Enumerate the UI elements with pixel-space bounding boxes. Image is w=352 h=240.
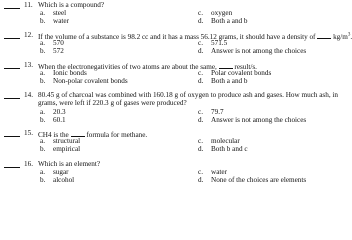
question-number: 14.	[24, 91, 33, 99]
question-number: 12.	[24, 31, 33, 39]
question-stem: If the volume of a substance is 98.2 cc and it has a mass 56.12 grams, it should have a density of $kg/m^3$.	[38, 32, 352, 41]
question-number: 13.	[24, 61, 33, 69]
question-stem-line-2: grams, were left if 220.3 g of gases were produced?	[38, 99, 187, 107]
fill-in-blank[interactable]	[317, 32, 331, 39]
answer-blank[interactable]	[4, 2, 20, 9]
answer-blank[interactable]	[4, 32, 20, 39]
question-number: 15.	[24, 129, 33, 137]
question-number: 16.	[24, 160, 33, 168]
question-stem-line-1: 80.45 g of charcoal was combined with 160.18 g of oxygen to produce ash and gases. How much ash, in	[38, 91, 339, 99]
answer-blank[interactable]	[4, 92, 20, 99]
question-stem: When the electronegativities of two atoms are about the same, result/s.	[38, 63, 257, 71]
question-number: 11.	[24, 1, 33, 9]
answer-blank[interactable]	[4, 161, 20, 168]
question-stem: CH4 is the formula for methane.	[38, 131, 148, 139]
question-stem: Which is an element?	[38, 160, 101, 168]
answer-blank[interactable]	[4, 62, 20, 69]
question-stem: Which is a compound?	[38, 1, 105, 9]
answer-blank[interactable]	[4, 130, 20, 137]
fill-in-blank[interactable]	[219, 62, 233, 69]
fill-in-blank[interactable]	[71, 130, 85, 137]
